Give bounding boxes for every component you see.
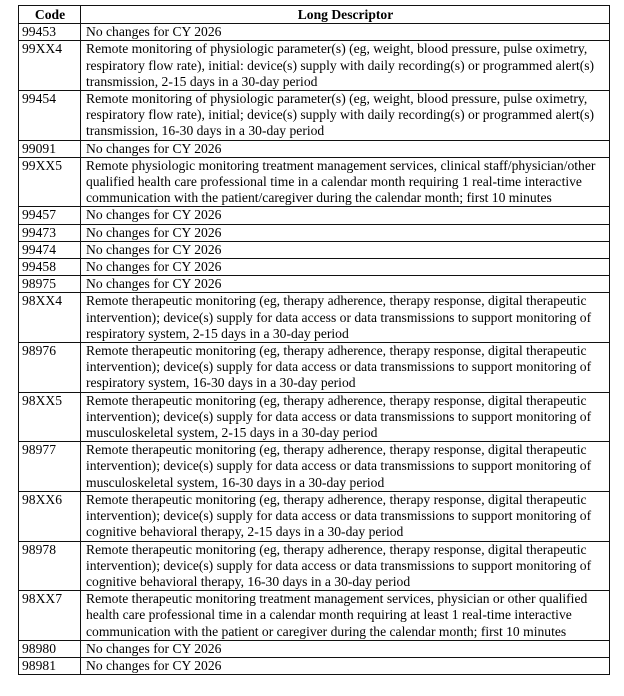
table-row — [19, 41, 610, 91]
code-cell: 99XX5 — [19, 157, 81, 207]
descriptor-cell: Remote monitoring of physiologic parameter(s) (eg, weight, blood pressure, pulse oximetry, respiratory flow rate), initial: device(s) supply with daily recording(s) or programmed alert(s) transmission, 2-15 days in a 30-day period — [81, 41, 610, 91]
table-row — [19, 207, 610, 224]
table-row — [19, 24, 610, 41]
descriptor-cell: Remote therapeutic monitoring (eg, therapy adherence, therapy response, digital therapeutic intervention); device(s) supply for data access or data transmissions to support monitoring of respiratory system, 2-15 days in a 30-day period — [81, 293, 610, 343]
descriptor-cell: Remote monitoring of physiologic parameter(s) (eg, weight, blood pressure, pulse oximetry, respiratory flow rate), initial; device(s) supply with daily recording(s) or programmed alert(s) transmission, 16-30 days in a 30-day period — [81, 91, 610, 141]
code-cell: 98XX7 — [19, 591, 81, 641]
table-body — [19, 24, 610, 675]
code-cell: 99473 — [19, 224, 81, 241]
code-cell: 98XX5 — [19, 392, 81, 442]
table-row — [19, 91, 610, 141]
descriptor-cell: Remote physiologic monitoring treatment management services, clinical staff/physician/other qualified health care professional time in a calendar month requiring 1 real-time interactive communication with the patient/caregiver during the calendar month; first 10 minutes — [81, 157, 610, 207]
descriptor-cell: No changes for CY 2026 — [81, 657, 610, 674]
descriptor-cell: No changes for CY 2026 — [81, 140, 610, 157]
table-row — [19, 241, 610, 258]
code-cell: 99XX4 — [19, 41, 81, 91]
table-header-row — [19, 6, 610, 24]
code-cell: 99458 — [19, 259, 81, 276]
table-row — [19, 491, 610, 541]
code-cell: 99474 — [19, 241, 81, 258]
descriptor-cell: No changes for CY 2026 — [81, 224, 610, 241]
descriptor-cell: No changes for CY 2026 — [81, 241, 610, 258]
table-row — [19, 442, 610, 492]
code-cell: 98980 — [19, 640, 81, 657]
descriptor-cell: No changes for CY 2026 — [81, 24, 610, 41]
code-cell: 98981 — [19, 657, 81, 674]
descriptor-cell: No changes for CY 2026 — [81, 207, 610, 224]
descriptor-cell: Remote therapeutic monitoring (eg, therapy adherence, therapy response, digital therapeutic intervention); device(s) supply for data access or data transmissions to support monitoring of cognitive behavioral therapy, 2-15 days in a 30-day period — [81, 491, 610, 541]
table-row — [19, 343, 610, 393]
descriptor-cell: No changes for CY 2026 — [81, 259, 610, 276]
table-row — [19, 591, 610, 641]
table-row — [19, 541, 610, 591]
table-row — [19, 157, 610, 207]
table-row — [19, 276, 610, 293]
descriptor-cell: Remote therapeutic monitoring (eg, therapy adherence, therapy response, digital therapeutic intervention); device(s) supply for data access or data transmissions to support monitoring of musculoskeletal system, 2-15 days in a 30-day period — [81, 392, 610, 442]
code-descriptor-table — [18, 5, 610, 675]
descriptor-cell: Remote therapeutic monitoring (eg, therapy adherence, therapy response, digital therapeutic intervention); device(s) supply for data access or data transmissions to support monitoring of cognitive behavioral therapy, 16-30 days in a 30-day period — [81, 541, 610, 591]
table-row — [19, 224, 610, 241]
code-cell: 99091 — [19, 140, 81, 157]
table-row — [19, 657, 610, 674]
table-row — [19, 392, 610, 442]
code-cell: 98XX6 — [19, 491, 81, 541]
descriptor-cell: No changes for CY 2026 — [81, 276, 610, 293]
descriptor-cell: No changes for CY 2026 — [81, 640, 610, 657]
code-cell: 98978 — [19, 541, 81, 591]
code-cell: 99457 — [19, 207, 81, 224]
table-row — [19, 293, 610, 343]
code-cell: 98977 — [19, 442, 81, 492]
table-row — [19, 259, 610, 276]
descriptor-cell: Remote therapeutic monitoring treatment management services, physician or other qualified health care professional time in a calendar month requiring at least 1 real-time interactive communication with the patient or caregiver during the calendar month; first 10 minutes — [81, 591, 610, 641]
table-row — [19, 140, 610, 157]
code-cell: 98976 — [19, 343, 81, 393]
header-long-descriptor: Long Descriptor — [81, 6, 610, 24]
code-cell: 99454 — [19, 91, 81, 141]
descriptor-cell: Remote therapeutic monitoring (eg, therapy adherence, therapy response, digital therapeutic intervention); device(s) supply for data access or data transmissions to support monitoring of respiratory system, 16-30 days in a 30-day period — [81, 343, 610, 393]
descriptor-cell: Remote therapeutic monitoring (eg, therapy adherence, therapy response, digital therapeutic intervention); device(s) supply for data access or data transmissions to support monitoring of musculoskeletal system, 16-30 days in a 30-day period — [81, 442, 610, 492]
table-row — [19, 640, 610, 657]
header-code: Code — [19, 6, 81, 24]
code-cell: 98XX4 — [19, 293, 81, 343]
code-cell: 99453 — [19, 24, 81, 41]
code-cell: 98975 — [19, 276, 81, 293]
